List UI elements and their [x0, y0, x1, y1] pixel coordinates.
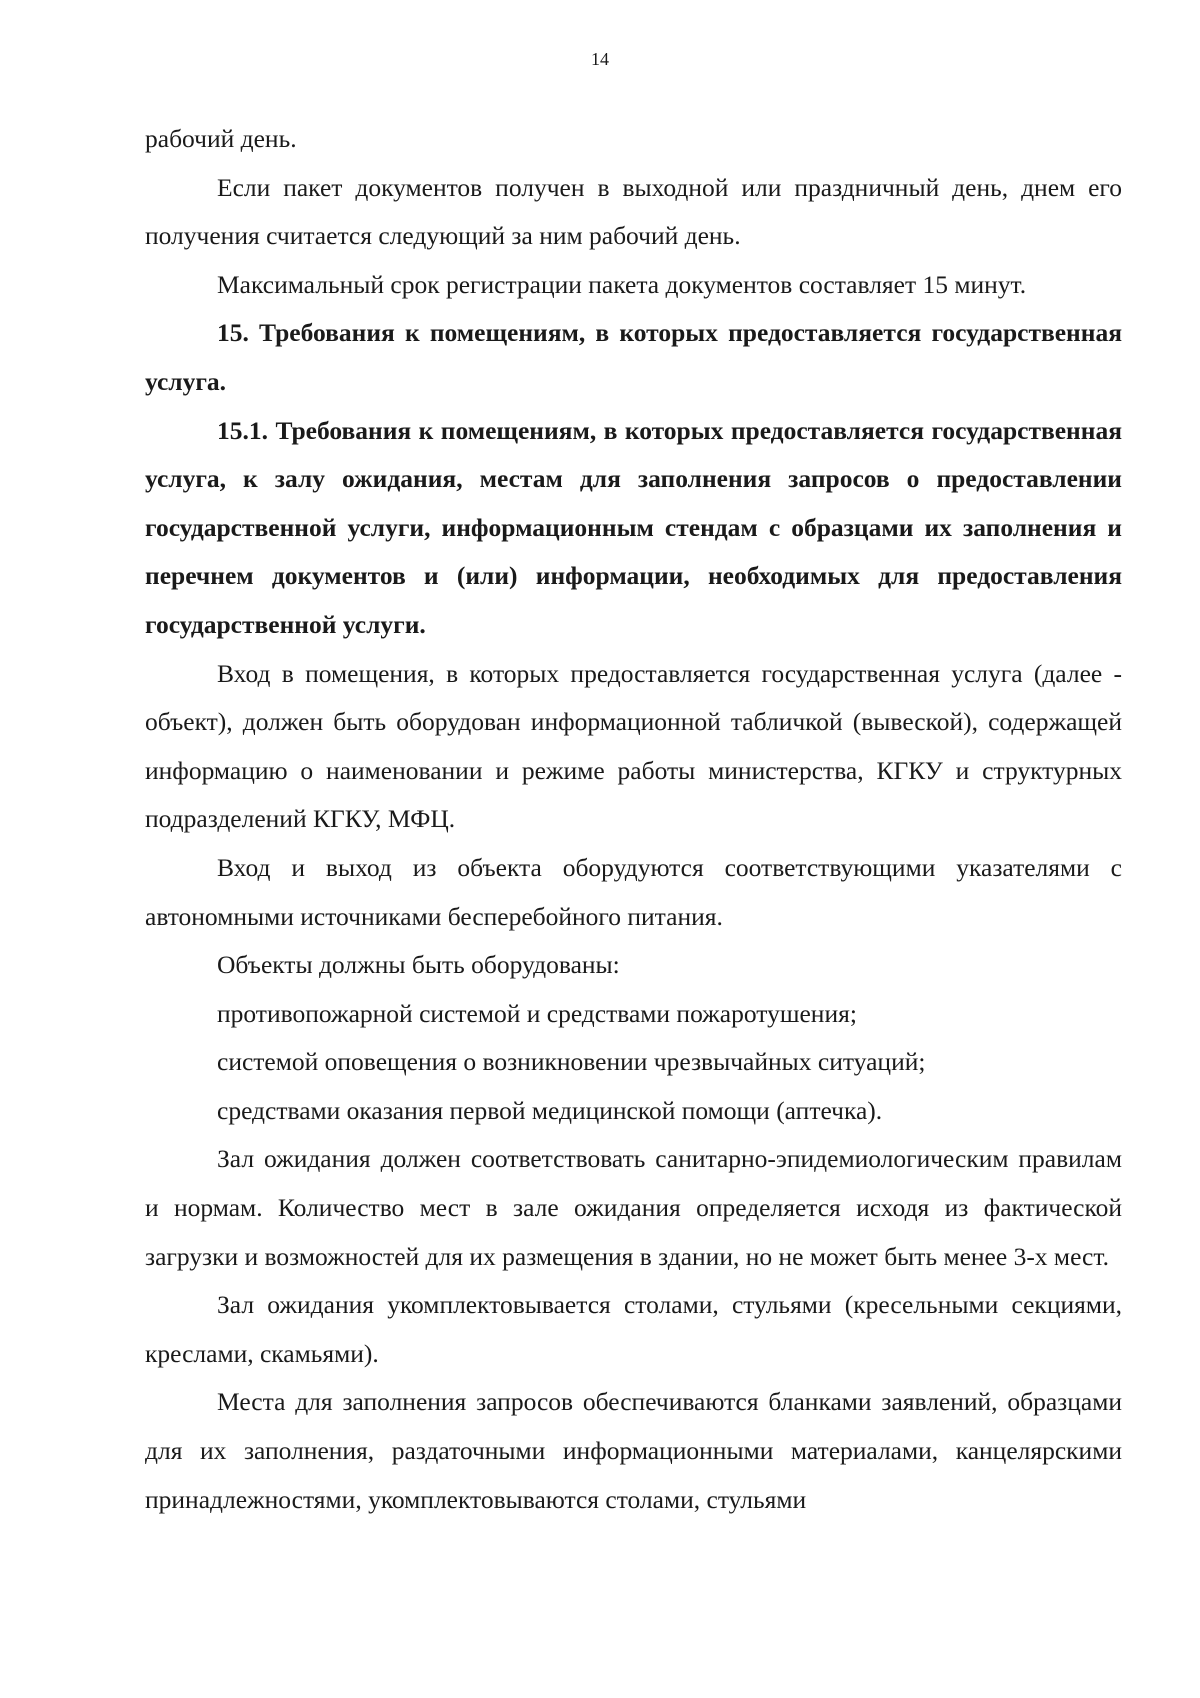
- list-item-first-aid: средствами оказания первой медицинской помощи (аптечка).: [217, 1095, 883, 1125]
- paragraph-registration-term: Максимальный срок регистрации пакета документов составляет 15 минут.: [217, 269, 1027, 299]
- section-heading-15-1: 15.1. Требования к помещениям, в которых предоставляется государственная услуга, к залу ожидания, местам для заполнения запросов о предоставлении государственной услуги, информационным стендам с образцами их заполнения и перечнем документов и (или) информации, необходимых для предоставления государственной услуги.: [145, 415, 1122, 639]
- paragraph-waiting-furniture: Зал ожидания укомплектовывается столами, стульями (кресельными секциями, креслами, скамьями).: [145, 1290, 1122, 1368]
- paragraph-holiday-receipt: Если пакет документов получен в выходной или праздничный день, днем его получения считается следующий за ним рабочий день.: [145, 172, 1122, 251]
- paragraph-equipment-intro: Объекты должны быть оборудованы:: [217, 950, 620, 980]
- paragraph-entrance-exit: Вход и выход из объекта оборудуются соответствующими указателями с автономными источниками бесперебойного питания.: [145, 852, 1122, 931]
- paragraph-continuation: рабочий день.: [145, 124, 297, 153]
- page-number: 14: [591, 49, 609, 69]
- list-item-alert-system: системой оповещения о возникновении чрезвычайных ситуаций;: [217, 1047, 926, 1077]
- paragraph-form-places: Места для заполнения запросов обеспечиваются бланками заявлений, образцами для их заполнения, раздаточными информационными материалами, канцелярскими принадлежностями, укомплектовываются столами, стульями: [145, 1387, 1122, 1514]
- paragraph-entrance-sign: Вход в помещения, в которых предоставляется государственная услуга (далее - объект), должен быть оборудован информационной табличкой (вывеской), содержащей информацию о наименовании и режиме работы министерства, КГКУ и структурных подразделений КГКУ, МФЦ.: [145, 658, 1122, 834]
- document-body: [145, 115, 1122, 1524]
- list-item-fire-system: противопожарной системой и средствами пожаротушения;: [217, 998, 857, 1028]
- paragraph-waiting-hall: Зал ожидания должен соответствовать санитарно-эпидемиологическим правилам и нормам. Количество мест в зале ожидания определяется исходя из фактической загрузки и возможностей для их размещения в здании, но не может быть менее 3-х мест.: [145, 1144, 1122, 1271]
- section-heading-15: 15. Требования к помещениям, в которых предоставляется государственная услуга.: [145, 318, 1122, 396]
